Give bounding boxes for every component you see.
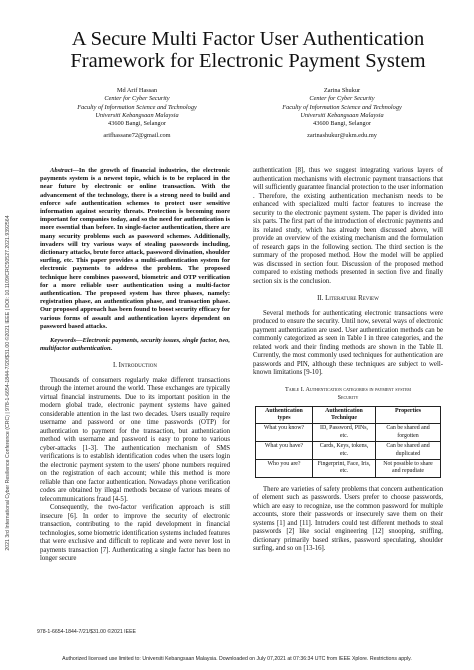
- literature-paragraph-2: There are varieties of safety problems that concern authentication of element such as passwords. Users prefer to choose passwords, which are easy to recognize, use the common password for multiple accounts, store their passwords or insecurely save them on their systems [1] and [11]. Intruders could test different methods to steal passwords [2] like social engineering [12] snooping, sniffing, dictionary primarily based strikes, password speculating, shoulder surfing, and so on [13-16].: [253, 485, 443, 553]
- author-dept: Center for Cyber Security: [309, 95, 375, 103]
- sidebar-citation: [0, 118, 14, 658]
- author-block-2: [252, 87, 432, 141]
- keywords: [40, 337, 230, 353]
- table-caption-line-2: Security: [337, 394, 359, 401]
- intro-paragraph-2: Consequently, the two-factor verification approach is still insecure [6]. In order to improve the security of electronic transaction, contributing to the rapid development in financial technologies, some biometric identification systems included features that were exclusive and difficult to replicate and were never lost in payments transaction [7]. Authenticating a single factor has been no longer secure: [40, 504, 230, 563]
- intro-continued-paragraph: authentication [8], thus we suggest integrating various layers of authentication mechanisms with electronic payment transactions that will sufficiently guarantee financial protection to the user information . Therefore, the existing authentication mechanism needs to be enhanced with specialized multi factor features to increase the security to the electronic payment system. The paper is divided into six parts. The first part of the introduction of electronic payments and its related study, which has already been discussed above, will provide an overview of the existing mechanism and the formulation of research gaps in the following section. The third section is the summary of the proposed method. How the model will be applied was discussed in section four. Discussion of the proposed method compared to existing methods presented in section five and finally section six is the conclusion.: [253, 167, 443, 285]
- table-cell: Not possible to share and repudiate: [376, 459, 441, 477]
- right-column: [253, 167, 443, 554]
- abstract-text: —In the growth of financial industries, the electronic payments system is a newest topic, which is to be replaced in the near future by electronic or online transaction. With the advancement of the technology, there is a strong need to build and enforce safe authentication schemes to protect user sensitive information against security threats. Protection is becoming more important for companies today, and so the need for authentication is more essential than before. In single-factor authentication, there are many security problems such as password schemes. Additionally, invaders will try various ways of stealing passwords including, dictionary attacks, brute force attack, password divination, shoulder surfing, etc. This paper provides a multi-authentication system for electronic payments to address the problem. The proposed technique here combines password, biometric and OTP verification for a more reliable user authentication using a multi-factor authentication. The proposed system has three phases, namely: registration phase, an authentication phase, and transaction phase. Our proposed approach has been found to boost security efficacy for various forms of assault and authentication layers dependent on password based attacks.: [40, 167, 230, 330]
- left-column: [40, 167, 230, 564]
- title-line-1: A Secure Multi Factor User Authentication: [71, 28, 425, 50]
- sidebar-citation-text: 2021 3rd International Cyber Resilience Conference (CRC) | 978-1-6654-1844-7/20/$31.00 ©2021 IEEE | DOI: 10.1109/CRC50527.2021.9392564: [5, 215, 11, 551]
- section-heading-introduction: I. Introduction: [112, 362, 158, 370]
- paper-title: [38, 28, 458, 72]
- authentication-categories-table: [255, 406, 441, 478]
- table-cell: ID, Password, PINs, etc.: [313, 424, 376, 442]
- table-row: [256, 442, 441, 460]
- abstract: [40, 167, 230, 331]
- footer-isbn: 978-1-6654-1844-7/21/$31.00 ©2021 IEEE: [37, 629, 137, 635]
- table-cell: Cards, Keys, tokens, etc.: [313, 442, 376, 460]
- table-row: [256, 459, 441, 477]
- abstract-label: Abstract: [50, 167, 73, 174]
- table-cell: What you have?: [256, 442, 313, 460]
- author-faculty: Faculty of Information Science and Technology: [282, 103, 402, 111]
- intro-paragraph-1: Thousands of consumers regularly make different transactions through the internet around the world. These exchanges are typically virtual financial instruments. Due to its important position in the modern global trade, electronic payment systems have gained considerable attention in the last two decades. Users usually require username and password or one time passwords (OTP) for authentication to payment for the transaction, but authentication method with username and password is easy to prone to various cyber-attacks [1-3]. The authentication mechanism of SMS verifications is to establish identification codes when the users login the electronic payment system to the users' phone numbers required on the registration of each account; while this method is more reliable than one factor authentication. Nowadays phone verification codes are obtained by illegal methods because of various means of telecommunications fraud [4-5].: [40, 376, 230, 503]
- section-heading-literature-review: II. Literature Review: [317, 295, 379, 302]
- literature-paragraph-1: Several methods for authenticating electronic transactions were produced to ensure the security. Until now, several ways of electronic payment authentication are used. User authentication methods can be commonly categorized as seen in Table I in three categories, and the related work and their finding methods are shown in the Table II. Currently, the most commonly used techniques for authentication are passwords and PIN, although these techniques are subject to well-known limitations [9-10].: [253, 309, 443, 376]
- author-block-1: [47, 87, 227, 141]
- author-email: zarinashukur@ukm.edu.my: [307, 132, 377, 140]
- table-cell: Can be shared and duplicated: [376, 442, 441, 460]
- keywords-text: —Electronic payments, security issues, single factor, two, multifactor authentication.: [40, 337, 230, 353]
- author-email: arifhassane72@gmail.com: [103, 132, 171, 140]
- table-cell: What you know?: [256, 424, 313, 442]
- table-caption-line-1: Table I. Authentication categories in payment system: [285, 386, 411, 393]
- author-faculty: Faculty of Information Science and Technology: [77, 103, 197, 111]
- title-line-2: Framework for Electronic Payment System: [70, 50, 426, 72]
- author-name: Md Arif Hassan: [116, 87, 158, 94]
- keywords-label: Keywords: [50, 337, 76, 345]
- table-cell: Fingerprint, Face, Iris, etc.: [313, 459, 376, 477]
- table-header: Authentication types: [256, 406, 313, 424]
- author-name: Zarina Shukur: [323, 87, 361, 94]
- table-caption: [253, 386, 443, 402]
- license-notice: Authorized licensed use limited to: Universiti Kebangsaan Malaysia. Downloaded on July 07,2021 at 07:36:34 UTC from IEEE Xplore. Restrictions apply.: [62, 656, 412, 662]
- table-cell: Can be shared and forgotten: [376, 424, 441, 442]
- author-dept: Center for Cyber Security: [104, 95, 170, 103]
- author-city: 43600 Bangi, Selangor: [313, 120, 371, 128]
- table-cell: Who you are?: [256, 459, 313, 477]
- table-header: Authentication Technique: [313, 406, 376, 424]
- author-univ: Universiti Kebangsaan Malaysia: [95, 111, 179, 119]
- author-univ: Universiti Kebangsaan Malaysia: [300, 111, 384, 119]
- author-city: 43600 Bangi, Selangor: [108, 120, 166, 128]
- table-header: Properties: [376, 406, 441, 424]
- table-header-row: [256, 406, 441, 424]
- table-row: [256, 424, 441, 442]
